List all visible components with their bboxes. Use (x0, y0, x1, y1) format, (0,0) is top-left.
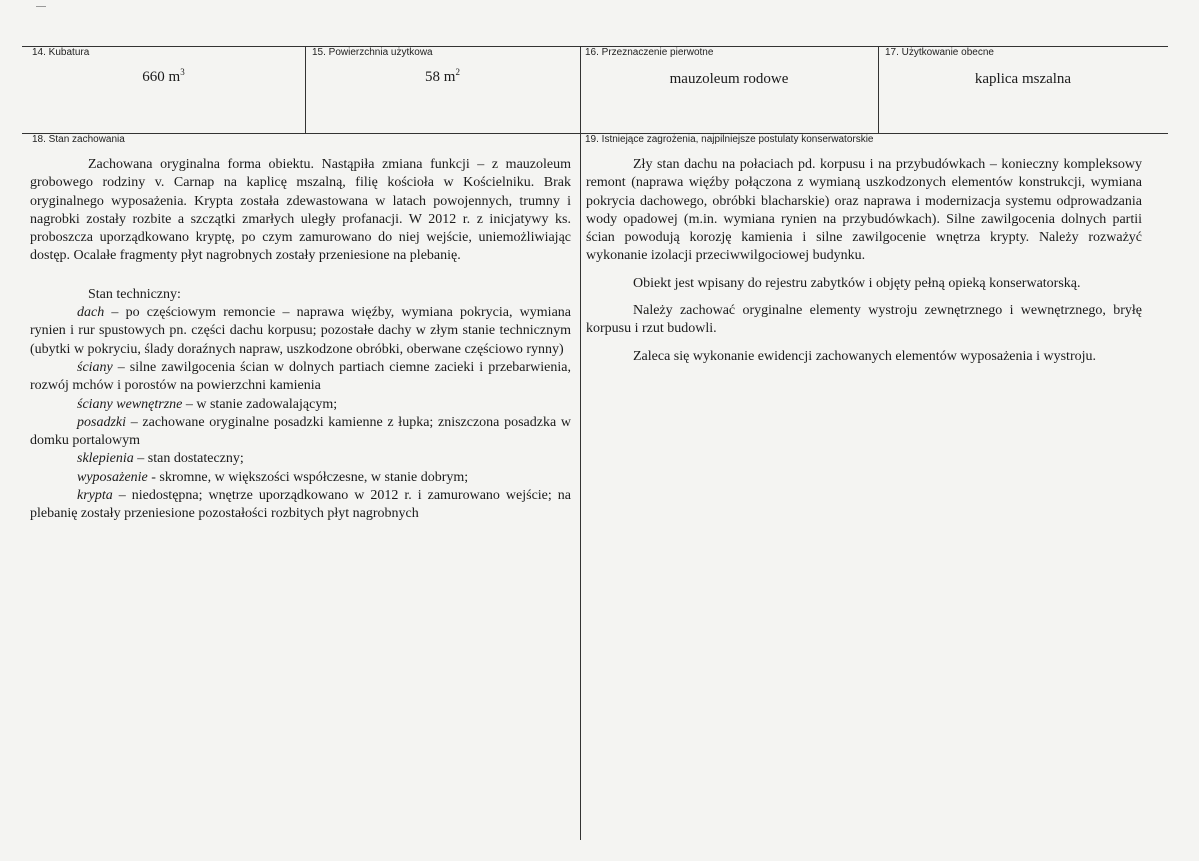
tech-item-wyposazenie: wyposażenie - skromne, w większości współczesne, w stanie dobrym; (77, 469, 469, 485)
field-label-kubatura: 14. Kubatura (32, 47, 90, 58)
field-value-powierzchnia: 58 $m^2$ (425, 67, 460, 85)
tech-item-sciany-wewnetrzne: ściany wewnętrzne – w stanie zadowalającym; (77, 396, 338, 412)
tech-item-dach: dach – po częściowym remoncie – naprawa więźby, wymiana pokrycia, wymiana rynien i rur spustowych pn. części dachu korpusu; pozostałe dachy w złym stanie technicznym (ubytki w pokryciu, ślady doraźnych napraw, uszkodzone obróbki, oberwane częściowo rynny) (30, 305, 571, 357)
field-label-uzytkowanie: 17. Użytkowanie obecne (885, 47, 994, 58)
field-value-przeznaczenie: mauzoleum rodowe (669, 71, 789, 87)
section-body-zagrozenia (586, 156, 1142, 366)
zagrozenia-paragraph-4: Zaleca się wykonanie ewidencji zachowanych elementów wyposażenia i wystroju. (633, 348, 1096, 364)
intro-paragraph: Zachowana oryginalna forma obiektu. Nastąpiła zmiana funkcji – z mauzoleum grobowego rodziny v. Carnap na kaplicę mszalną, filię kościoła w Kościelniku. Brak oryginalnego wyposażenia. Krypta została zdewastowana w latach powojennych, trumny i nagrobki zostały rozbite a szczątki zmarłych uległy profanacji. W 2012 r. z inicjatywy ks. proboszcza uporządkowano kryptę, po czym zamurowano do niej wejście, uniemożliwiając dostęp. Ocalałe fragmenty płyt nagrobnych zostały przeniesione na plebanię. (30, 157, 571, 264)
tech-item-sklepienia: sklepienia – stan dostateczny; (77, 451, 244, 467)
zagrozenia-paragraph-3: Należy zachować oryginalne elementy wystroju zewnętrznego i wewnętrznego, bryłę korpusu i rzut budowli. (586, 303, 1142, 337)
field-label-przeznaczenie: 16. Przeznaczenie pierwotne (585, 47, 714, 58)
field-value-uzytkowanie: kaplica mszalna (974, 71, 1072, 87)
tech-heading: Stan techniczny: (88, 286, 181, 302)
section-label-stan-zachowania: 18. Stan zachowania (32, 134, 125, 145)
tech-item-sciany: ściany – silne zawilgocenia ścian w dolnych partiach ciemne zacieki i przebarwienia, rozwój mchów i porostów na powierzchni kamienia (30, 359, 571, 394)
tech-item-posadzki: posadzki – zachowane oryginalne posadzki kamienne z łupka; zniszczona posadzka w domku portalowym (30, 414, 571, 449)
section-body-stan-zachowania (30, 156, 571, 524)
zagrozenia-paragraph-1: Zły stan dachu na połaciach pd. korpusu i na przybudówkach – konieczny kompleksowy remont (naprawa więźby połączona z wymianą uszkodzonych elementów konstrukcji, wymiana pokrycia dachowego, obróbki blacharskie) oraz naprawa i modernizacja systemu odprowadzania wody opadowej (m.in. wymiana rynien na przybudówkach). Silne zawilgocenia dolnych partii ścian powodują korozję kamienia i silne zawilgocenie wnętrza krypty. Należy rozważyć wykonanie izolacji przeciwwilgociowej budynku. (586, 157, 1142, 264)
tech-item-krypta: krypta – niedostępna; wnętrze uporządkowano w 2012 r. i zamurowano wejście; na plebanię zostały przeniesione pozostałości rozbitych płyt nagrobnych (30, 488, 571, 522)
divider-2 (580, 46, 581, 840)
field-value-kubatura: 660 $m^3$ (142, 67, 185, 85)
divider-3 (878, 46, 879, 133)
field-label-powierzchnia: 15. Powierzchnia użytkowa (312, 47, 433, 58)
scan-mark (36, 6, 46, 7)
section-label-zagrozenia: 19. Istniejące zagrożenia, najpilniejsze postulaty konserwatorskie (585, 134, 874, 145)
zagrozenia-paragraph-2: Obiekt jest wpisany do rejestru zabytków i objęty pełną opieką konserwatorską. (633, 275, 1081, 291)
divider-1 (305, 46, 306, 133)
